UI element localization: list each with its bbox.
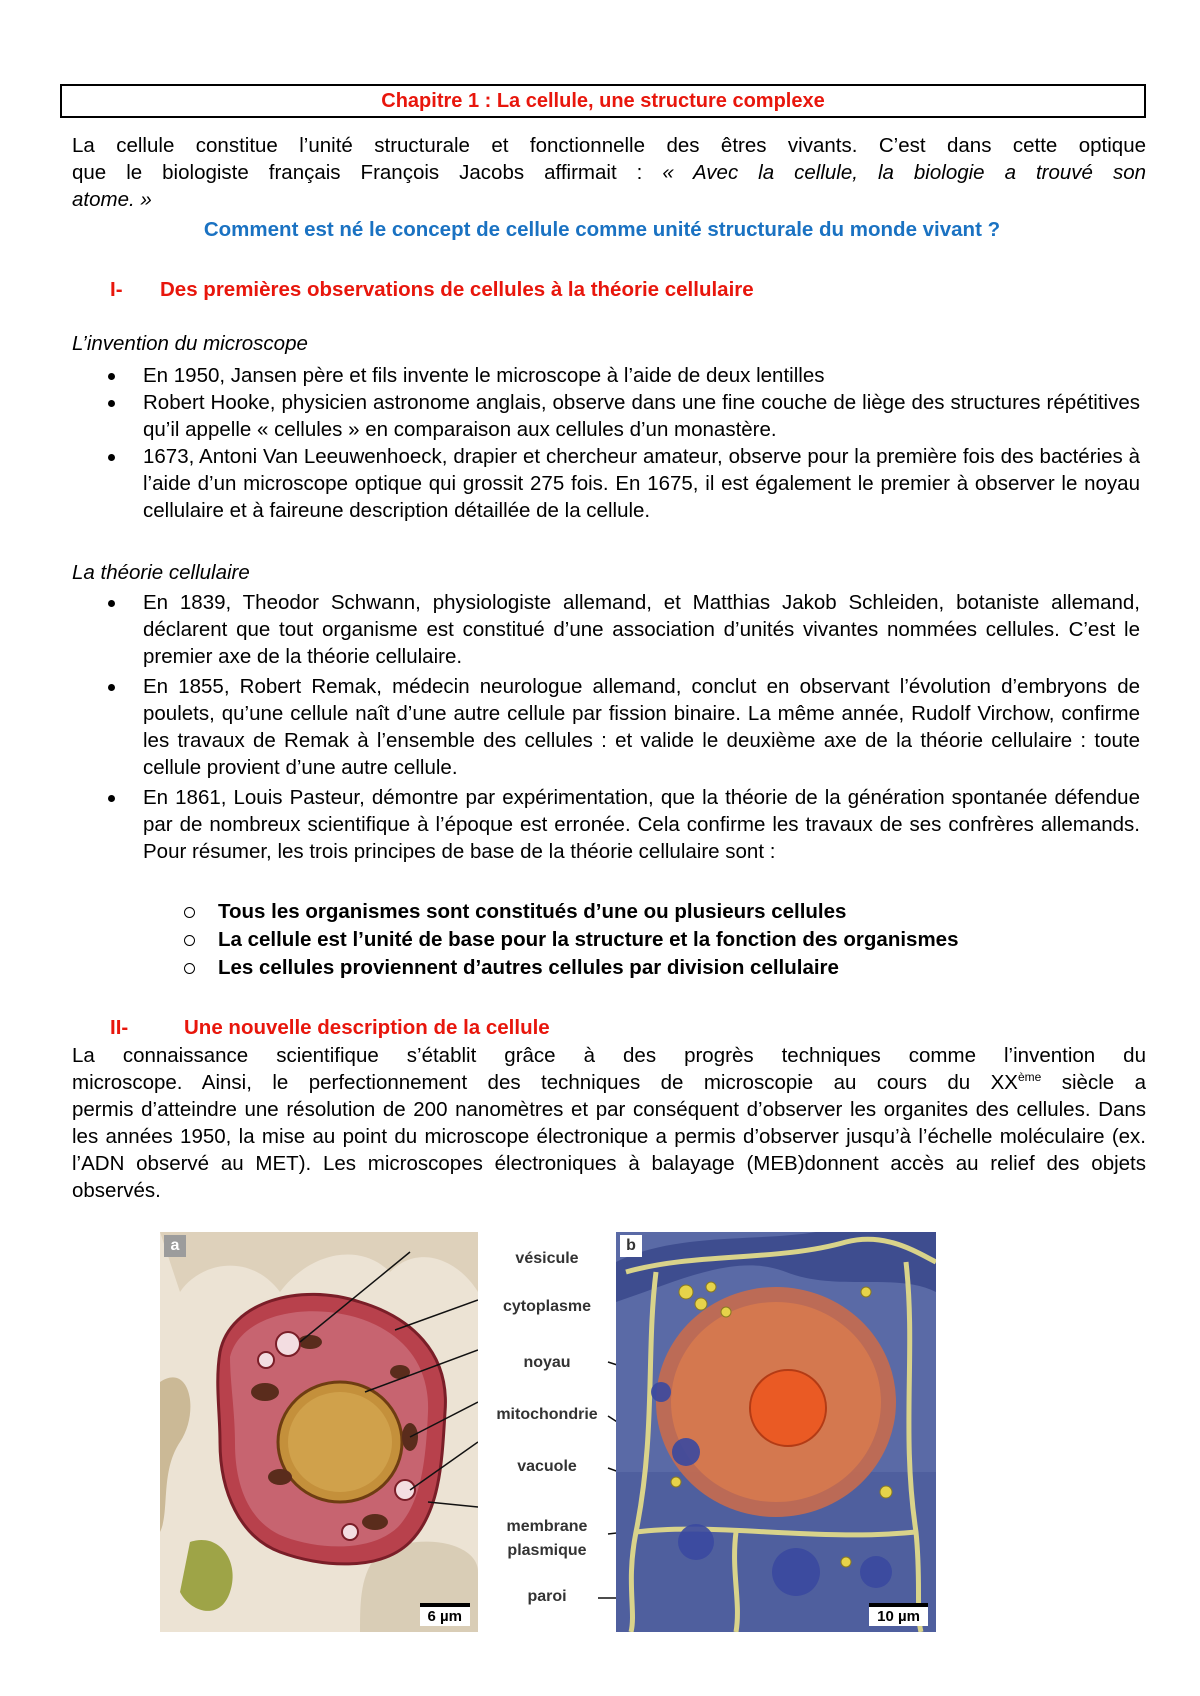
- micrograph-panel-b: [616, 1232, 936, 1632]
- label-cytoplasme: cytoplasme: [502, 1298, 592, 1315]
- para-line-1: La connaissance scientifique s’établit grâce à des progrès techniques comme l’invention du: [72, 1044, 1146, 1067]
- panel-a-scale-bar: 6 µm: [420, 1603, 471, 1626]
- label-noyau: noyau: [523, 1354, 571, 1371]
- principle-item: [0, 898, 958, 926]
- panel-b-scale-bar: 10 µm: [869, 1603, 928, 1626]
- subheading-cell-theory: La théorie cellulaire: [72, 561, 250, 584]
- principle-text: La cellule est l’unité de base pour la structure et la fonction des organismes: [218, 928, 959, 951]
- bullet-text: En 1855, Robert Remak, médecin neurologue allemand, conclut en observant l’évolution d’embryons de poulets, qu’une cellule naît d’une autre cellule par fission binaire. La même année, Rudolf Virchow, confirme les travaux de Remak à l’ensemble des cellules : et valide le deuxième axe de la théorie cellulaire : toute cellule provient d’une autre cellule.: [143, 675, 1140, 779]
- superscript-eme: ème: [1017, 1070, 1042, 1084]
- section-2-heading: [110, 1016, 910, 1044]
- guiding-question: Comment est né le concept de cellule comme unité structurale du monde vivant ?: [203, 218, 1001, 241]
- section-1-title: Des premières observations de cellules à la théorie cellulaire: [160, 278, 754, 301]
- principle-item: [0, 954, 958, 982]
- panel-a-tag: a: [164, 1235, 186, 1257]
- principle-text: Tous les organismes sont constitués d’une ou plusieurs cellules: [218, 900, 847, 923]
- section-1-heading: [110, 278, 910, 306]
- section-2-number: II-: [110, 1016, 129, 1039]
- list-item: [0, 389, 1140, 443]
- bullet-icon: [108, 373, 115, 380]
- principle-text: Les cellules proviennent d’autres cellules par division cellulaire: [218, 956, 839, 979]
- bullet-icon: [108, 600, 115, 607]
- label-paroi: paroi: [527, 1588, 567, 1605]
- intro-line-1: La cellule constitue l’unité structurale et fonctionnelle des êtres vivants. C’est dans cette optique: [72, 134, 1146, 157]
- section-1-number: I-: [110, 278, 123, 301]
- plant-cell-illustration: [616, 1232, 936, 1632]
- cell-theory-bullet-list: [0, 589, 1140, 865]
- chapter-title: Chapitre 1 : La cellule, une structure complexe: [381, 89, 825, 112]
- label-plasmique: plasmique: [507, 1542, 587, 1559]
- para-line-2: [72, 1069, 1146, 1096]
- bullet-text: En 1861, Louis Pasteur, démontre par expérimentation, que la théorie de la génération spontanée défendue par de nombreux scientifique à l’époque est erronée. Cela confirme les travaux de ses confrères allemands. Pour résumer, les trois principes de base de la théorie cellulaire sont :: [143, 786, 1140, 863]
- bullet-icon: [108, 795, 115, 802]
- section-2-paragraph: [72, 1042, 1146, 1204]
- list-item: [0, 443, 1140, 524]
- bullet-text: Robert Hooke, physicien astronome anglais, observe dans une fine couche de liège des structures répétitives qu’il appelle « cellules » en comparaison aux cellules d’un monastère.: [143, 391, 1140, 441]
- microscope-bullet-list: [0, 362, 1140, 524]
- para-rest: permis d’atteindre une résolution de 200 nanomètres et par conséquent d’observer les organites des cellules. Dans les années 1950, la mise au point du microscope électronique a permis d’observer jusqu’à l’échelle moléculaire (ex. l’ADN observé au MET). Les microscopes électroniques à balayage (MEB)donnent accès au relief des objets observés.: [72, 1098, 1146, 1202]
- intro-line-2-text: que le biologiste français François Jacobs affirmait :: [72, 161, 663, 184]
- bullet-icon: [108, 684, 115, 691]
- circle-bullet-icon: [184, 935, 195, 946]
- intro-quote-part-1: « Avec la cellule, la biologie a trouvé son: [662, 161, 1147, 184]
- section-2-title: Une nouvelle description de la cellule: [184, 1016, 550, 1039]
- principles-list: [0, 898, 958, 982]
- bullet-text: 1673, Antoni Van Leeuwenhoeck, drapier et chercheur amateur, observe pour la première fois des bactéries à l’aide d’un microscope optique qui grossit 275 fois. En 1675, il est également le premier à observer le noyau cellulaire et à faireune description détaillée de la cellule.: [143, 445, 1140, 522]
- intro-quote-part-2: atome. »: [72, 188, 152, 211]
- para-line-2b: siècle a: [1041, 1071, 1146, 1094]
- intro-paragraph: [72, 132, 1146, 213]
- principle-item: [0, 926, 958, 954]
- list-item: [0, 589, 1140, 670]
- list-item: [0, 362, 1140, 389]
- intro-line-2: [72, 159, 1146, 186]
- circle-bullet-icon: [184, 963, 195, 974]
- panel-b-tag: b: [620, 1235, 642, 1257]
- intro-line-3: [72, 186, 1146, 213]
- label-membrane: membrane: [506, 1518, 588, 1535]
- label-vacuole: vacuole: [517, 1458, 577, 1475]
- bullet-icon: [108, 400, 115, 407]
- bullet-icon: [108, 454, 115, 461]
- chapter-title-box: [60, 84, 1146, 118]
- subheading-microscope: L’invention du microscope: [72, 332, 308, 355]
- list-item: [0, 784, 1140, 865]
- label-mitochondrie: mitochondrie: [496, 1406, 598, 1423]
- bullet-text: En 1839, Theodor Schwann, physiologiste allemand, et Matthias Jakob Schleiden, botaniste allemand, déclarent que tout organisme est constitué d’une association d’unités vivantes nommées cellules. C’est le premier axe de la théorie cellulaire.: [143, 591, 1140, 668]
- cell-micrograph-figure: [160, 1232, 938, 1634]
- list-item: [0, 673, 1140, 781]
- para-line-2a: microscope. Ainsi, le perfectionnement des techniques de microscopie au cours du XX: [72, 1071, 1018, 1094]
- circle-bullet-icon: [184, 907, 195, 918]
- bullet-text: En 1950, Jansen père et fils invente le microscope à l’aide de deux lentilles: [143, 364, 825, 387]
- label-vesicule: vésicule: [515, 1250, 579, 1267]
